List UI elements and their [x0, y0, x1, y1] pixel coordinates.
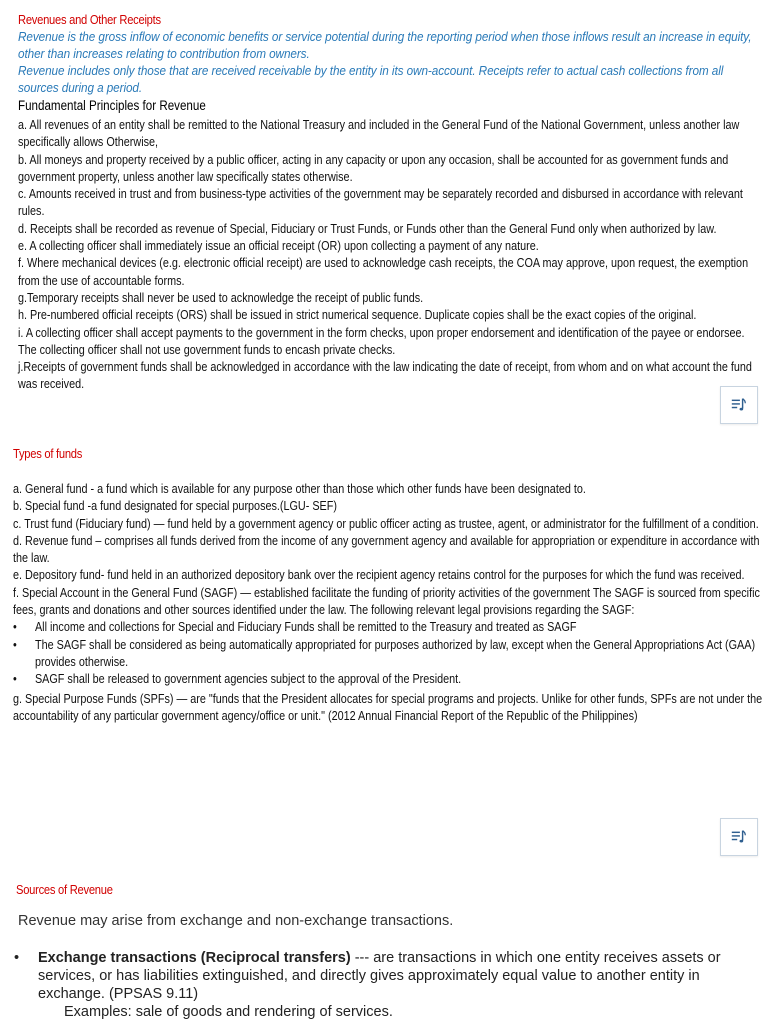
principle-j: j.Receipts of government funds shall be acknowledged in accordance with the law indicating the date of receipt, from whom and on what account the fund was received. — [18, 359, 752, 392]
fund-sagf: f. Special Account in the General Fund (SAGF) — established facilitate the funding of priority activities of the government The SAGF is sourced from specific fees, grants and donations and other sources identified under the law. The following relevant legal provisions regarding the SAGF: — [13, 584, 760, 618]
fund-types-list — [13, 480, 767, 724]
revenue-definitions — [18, 28, 760, 96]
fund-special-purpose: g. Special Purpose Funds (SPFs) — are "funds that the President allocates for special programs and projects. Unlike for other funds, SPFs are not under the accountability of any particular government agency/office or unit." (2012 Annual Financial Report of the Republic of the Philippines) — [13, 690, 763, 723]
principle-f: f. Where mechanical devices (e.g. electronic official receipt) are used to acknowledge cash receipts, the COA may approve, upon request, the exemption from the use of accountable forms. — [18, 255, 749, 288]
heading-sources-of-revenue: Sources of Revenue — [16, 882, 113, 897]
exchange-transactions-item — [14, 949, 754, 1021]
bullet-icon: • — [13, 636, 17, 652]
note-button-2[interactable] — [720, 818, 758, 856]
principle-a: a. All revenues of an entity shall be remitted to the National Treasury and included in the General Fund of the National Government, unless another law specifically allows Otherwise, — [18, 117, 740, 150]
principle-g: g.Temporary receipts shall never be used to acknowledge the receipt of public funds. — [18, 289, 424, 305]
bullet-icon: • — [13, 671, 17, 687]
principle-i: i. A collecting officer shall accept payments to the government in the form checks, upon proper endorsement and identification of the payee or endorsee. The collecting officer shall not use government funds to encash private checks. — [18, 324, 745, 357]
sagf-bullet-1: • All income and collections for Special and Fiduciary Funds shall be remitted to the Treasury and treated as SAGF — [13, 619, 577, 635]
principle-b: b. All moneys and property received by a public officer, acting in any capacity or upon any occasion, shall be accounted for as government funds and government property, unless another law specifically states otherwise. — [18, 151, 729, 184]
subheading-principles: Fundamental Principles for Revenue — [18, 98, 206, 113]
definition-receipts: Revenue includes only those that are received receivable by the entity in its own-account. Receipts refer to actual cash collections from all sources during a period. — [18, 63, 724, 95]
sagf-bullet-2: • The SAGF shall be considered as being automatically appropriated for purposes authorized by law, except when the General Appropriations Act (GAA) provides otherwise. — [13, 636, 756, 669]
fund-revenue: d. Revenue fund – comprises all funds derived from the income of any government agency and available for appropriation or expenditure in accordance with the law. — [13, 532, 760, 566]
note-button-1[interactable] — [720, 386, 758, 424]
fund-special: b. Special fund -a fund designated for special purposes.(LGU- SEF) — [13, 498, 337, 514]
principle-h: h. Pre-numbered official receipts (ORS) shall be issued in strict numerical sequence. Duplicate copies shall be the exact copies of the original. — [18, 307, 697, 323]
principle-e: e. A collecting officer shall immediately issue an official receipt (OR) upon collecting a payment of any nature. — [18, 238, 539, 254]
fund-trust: c. Trust fund (Fiduciary fund) — fund held by a government agency or public officer acting as trustee, agent, or administrator for the fulfillment of a condition. — [13, 515, 759, 531]
principle-c: c. Amounts received in trust and from business-type activities of the government may be separately recorded and disbursed in accordance with relevant rules. — [18, 186, 743, 219]
fund-depository: e. Depository fund- fund held in an authorized depository bank over the recipient agency retains control for the purposes for which the fund was received. — [13, 567, 745, 583]
bullet-icon: • — [13, 619, 17, 635]
sagf-bullet-3: • SAGF shall be released to government agencies subject to the approval of the President. — [13, 671, 462, 687]
exchange-examples: Examples: sale of goods and rendering of services. — [64, 1004, 393, 1020]
music-note-list-icon — [730, 828, 748, 846]
music-note-list-icon — [730, 396, 748, 414]
principles-list — [18, 116, 766, 393]
principle-d: d. Receipts shall be recorded as revenue of Special, Fiduciary or Trust Funds, or Funds other than the General Fund only when authorized by law. — [18, 220, 717, 236]
exchange-description: --- are transactions in which one entity receives assets or services, or has liabilities extinguished, and directly gives approximately equal value to another entity in exchange. (PPSAS 9.11) — [38, 950, 721, 1002]
heading-types-of-funds: Types of funds — [13, 446, 83, 461]
sources-intro: Revenue may arise from exchange and non-exchange transactions. — [18, 913, 454, 929]
heading-revenues: Revenues and Other Receipts — [18, 12, 161, 27]
fund-general: a. General fund - a fund which is available for any purpose other than those which other funds have been designated to. — [13, 481, 586, 496]
definition-revenue: Revenue is the gross inflow of economic benefits or service potential during the reporting period when those inflows result an increase in equity, other than increases relating to contribution from owners. — [18, 29, 752, 61]
bullet-icon: • — [14, 950, 20, 966]
exchange-title: Exchange transactions (Reciprocal transfers) — [38, 950, 351, 966]
